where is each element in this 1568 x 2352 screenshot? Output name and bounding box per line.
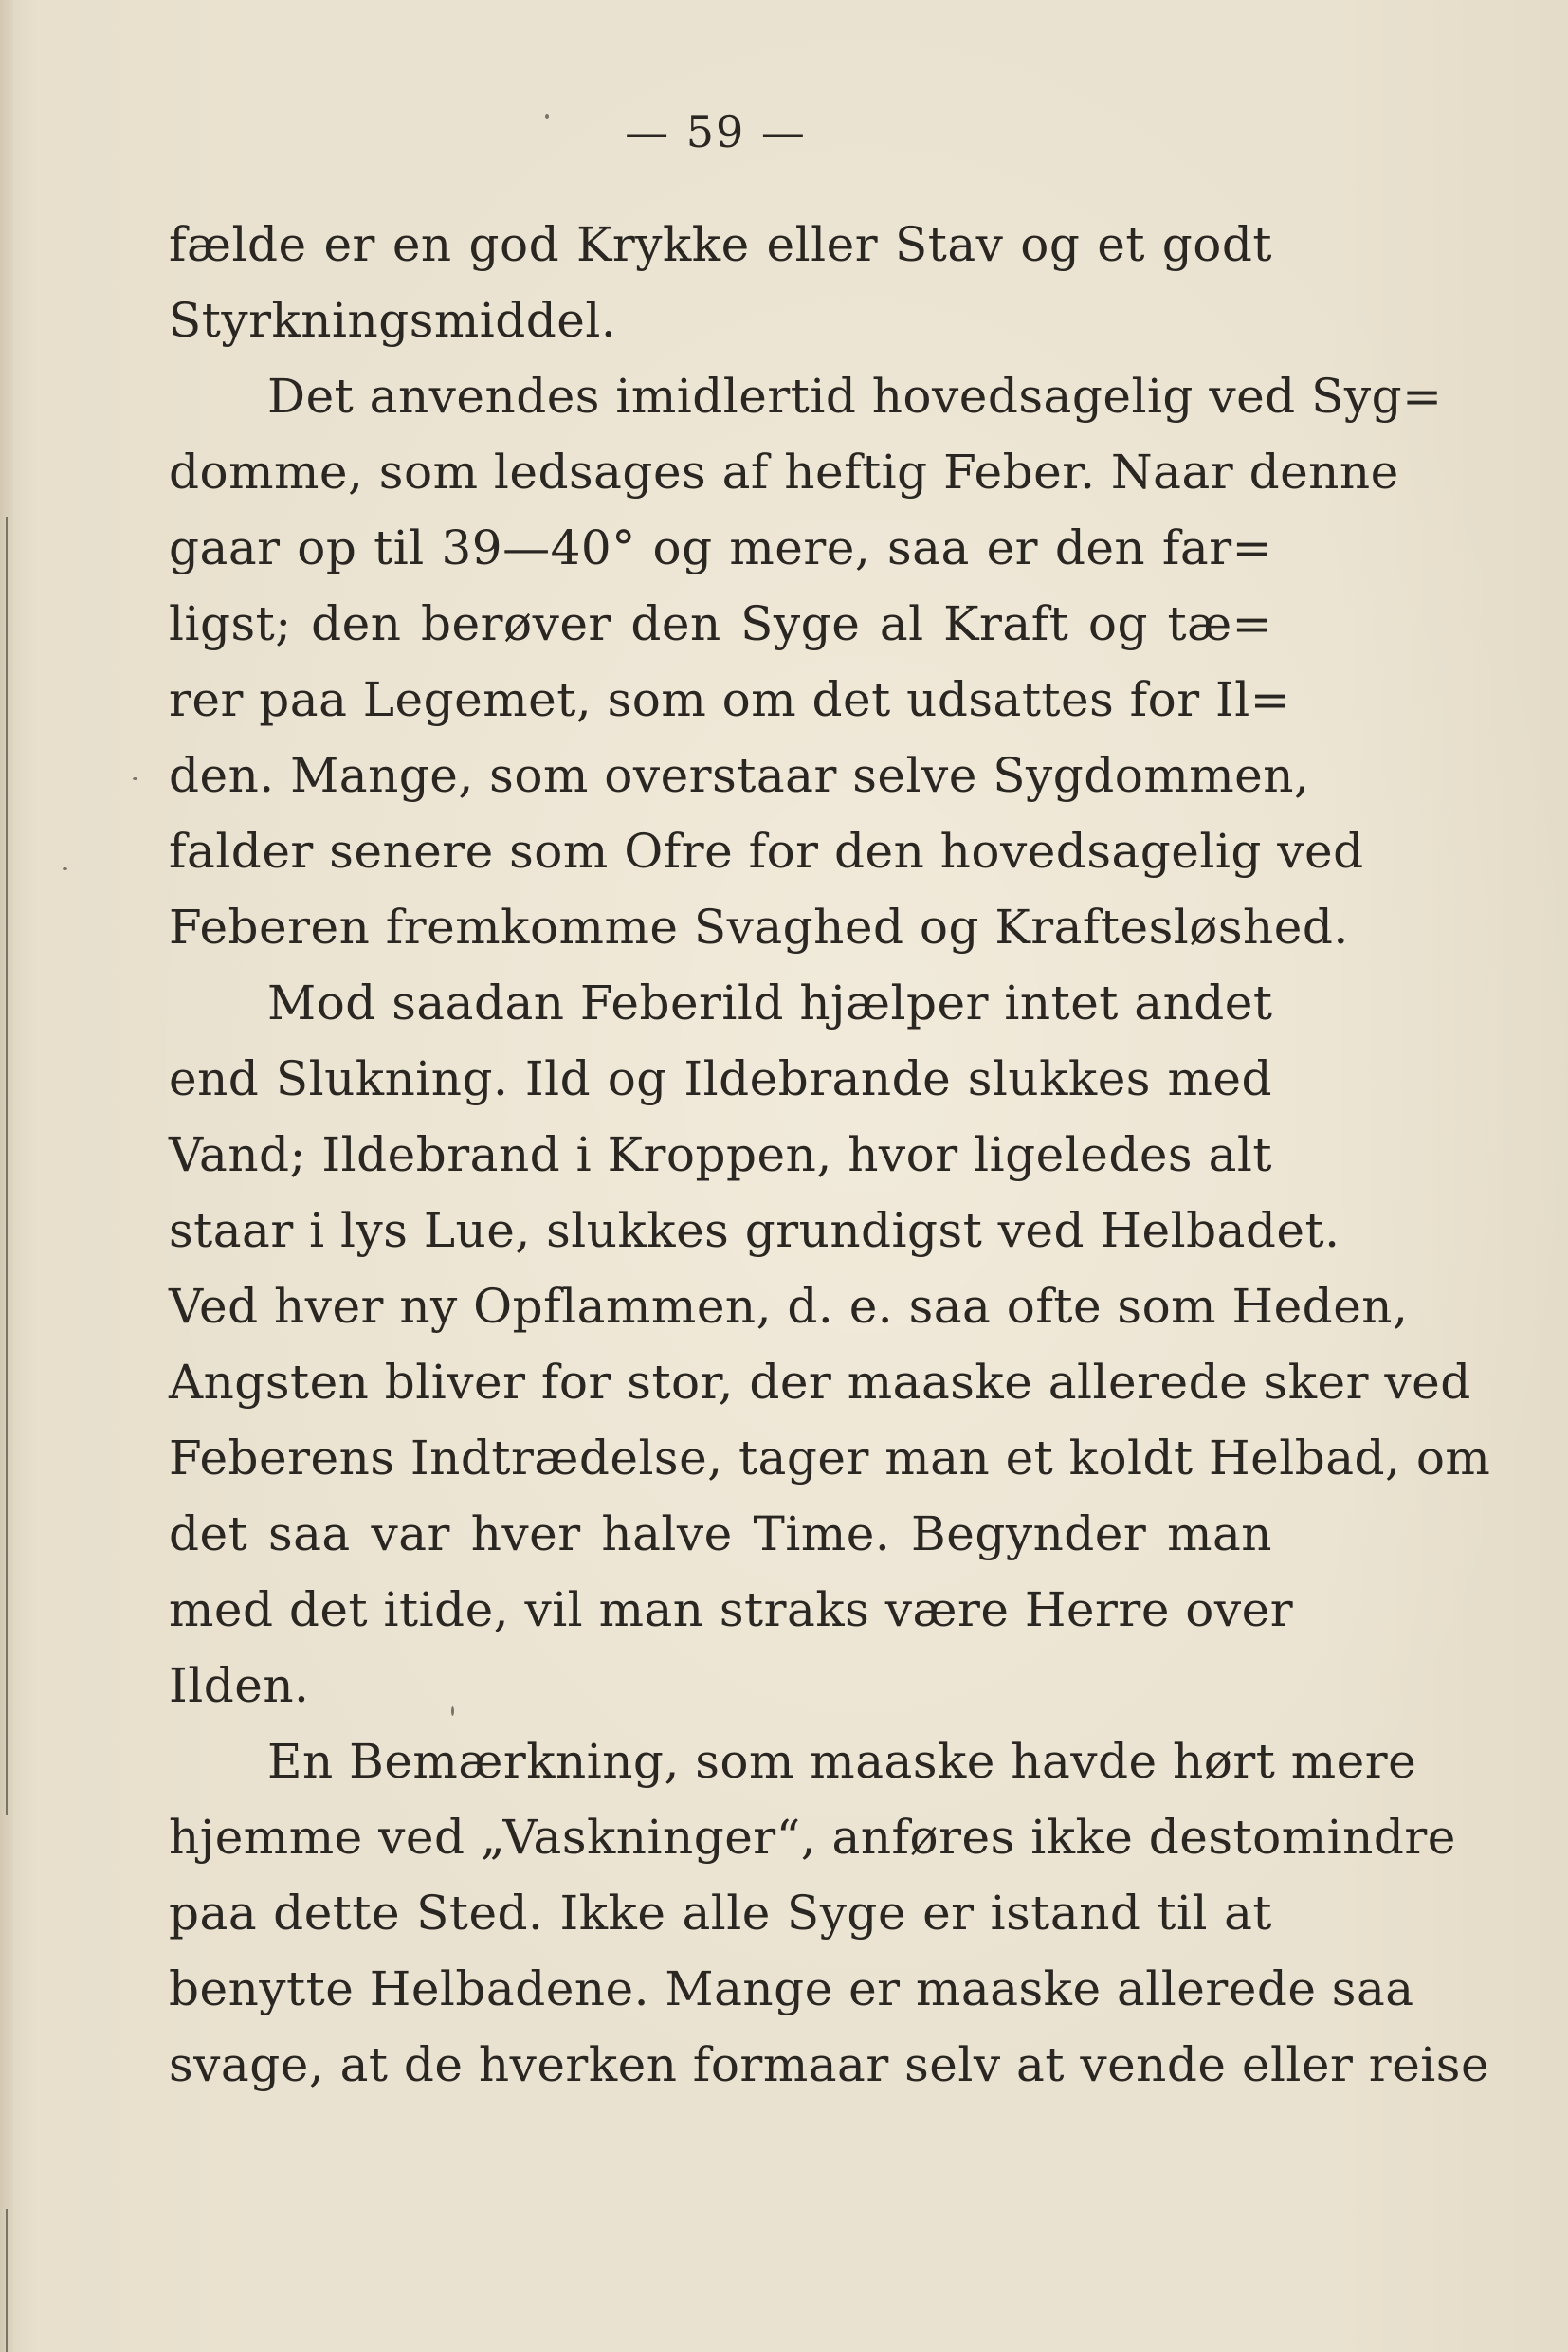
- text-line: Ved hver ny Opflammen, d. e. saa ofte som Heden,: [169, 1279, 1409, 1334]
- text-line: Feberen fremkomme Svaghed og Kraftesløshed.: [169, 900, 1349, 955]
- text-line: staar i lys Lue, slukkes grundigst ved Helbadet.: [169, 1203, 1340, 1258]
- text-line: Mod saadan Feberild hjælper intet andet: [267, 975, 1273, 1030]
- text-line: ligst; den berøver den Syge al Kraft og tæ=: [169, 596, 1272, 651]
- text-line: det saa var hver halve Time. Begynder man: [169, 1506, 1272, 1561]
- text-line: hjemme ved „Vaskninger“, anføres ikke destomindre: [169, 1810, 1456, 1865]
- paper-speck: [545, 114, 549, 119]
- text-line: domme, som ledsages af heftig Feber. Naar denne: [169, 445, 1399, 500]
- text-line: En Bemærkning, som maaske havde hørt mere: [267, 1734, 1417, 1789]
- text-line: Det anvendes imidlertid hovedsagelig ved Syg=: [267, 369, 1443, 424]
- paper-speck: [63, 867, 67, 870]
- text-line: benytte Helbadene. Mange er maaske allerede saa: [169, 1961, 1414, 2016]
- text-line: fælde er en god Krykke eller Stav og et godt: [169, 217, 1272, 272]
- text-line: Ilden.: [169, 1658, 310, 1713]
- body-text: [169, 207, 1491, 2103]
- text-line: paa dette Sted. Ikke alle Syge er istand til at: [169, 1886, 1272, 1941]
- paper-speck: [133, 777, 137, 780]
- binding-edge-upper: [6, 517, 8, 1815]
- text-line: med det itide, vil man straks være Herre over: [169, 1582, 1294, 1637]
- text-line: end Slukning. Ild og Ildebrande slukkes med: [169, 1051, 1272, 1106]
- text-line: rer paa Legemet, som om det udsattes for Il=: [169, 672, 1291, 727]
- text-line: Angsten bliver for stor, der maaske allerede sker ved: [169, 1355, 1471, 1410]
- text-line: den. Mange, som overstaar selve Sygdommen,: [169, 748, 1310, 803]
- text-line: falder senere som Ofre for den hovedsagelig ved: [169, 824, 1364, 879]
- text-line: Styrkningsmiddel.: [169, 293, 617, 348]
- text-line: svage, at de hverken formaar selv at vende eller reise: [169, 2037, 1490, 2092]
- text-line: Vand; Ildebrand i Kroppen, hvor ligeledes alt: [169, 1127, 1272, 1182]
- binding-edge-lower: [6, 2209, 8, 2352]
- page-number: — 59 —: [625, 106, 807, 157]
- paper-speck: [451, 1706, 454, 1716]
- text-line: gaar op til 39—40° og mere, saa er den far=: [169, 520, 1272, 575]
- text-line: Feberens Indtrædelse, tager man et koldt Helbad, om: [169, 1431, 1491, 1486]
